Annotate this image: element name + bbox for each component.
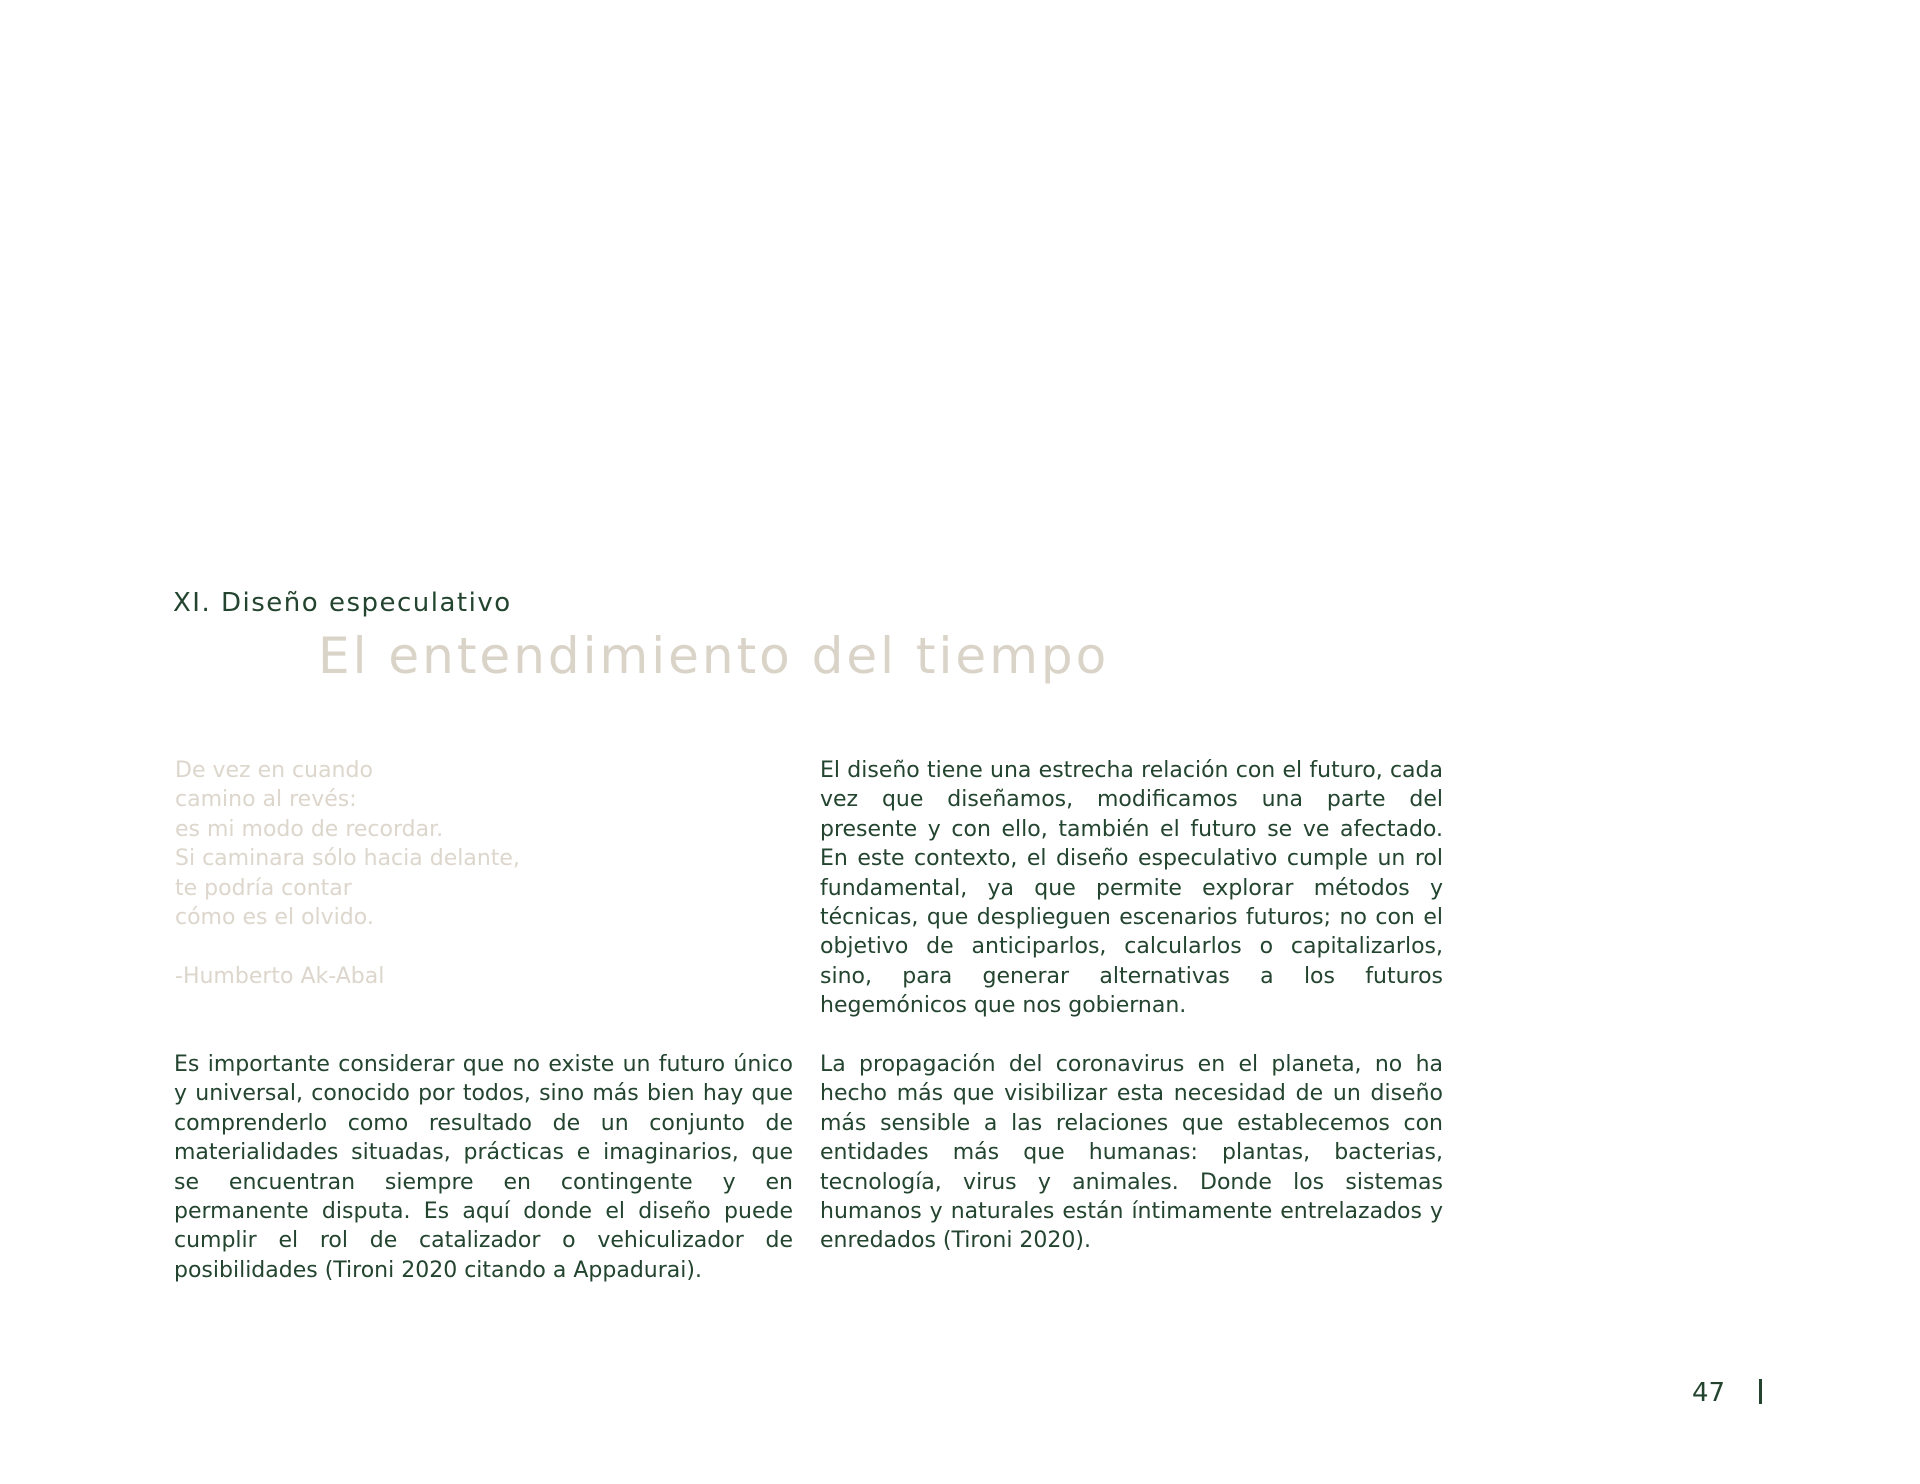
poem-line: De vez en cuando — [175, 758, 373, 783]
poem-line: es mi modo de recordar. — [175, 816, 444, 842]
poem-line: te podría contar — [175, 875, 352, 901]
page-marker-bar — [1759, 1379, 1762, 1404]
paragraph-design-future: El diseño tiene una estrecha relación con el futuro, cada vez que diseñamos, modificamos una parte del presente y con ello, también el futuro se ve afectado. En este contexto, el diseño especulativo cumple un rol fundamental, ya que permite explorar métodos y técnicas, que desplieguen escenarios futuros; no con el objetivo de anticiparlos, calcularlos o capitalizarlos, sino, para generar alternativas a los futuros hegemónicos que nos gobiernan. — [820, 758, 1443, 1019]
page-number: 47 — [1692, 1378, 1726, 1408]
page-title: El entendimiento del tiempo — [318, 627, 1110, 685]
section-label: XI. Diseño especulativo — [173, 588, 512, 618]
poem-author: -Humberto Ak-Abal — [175, 964, 385, 990]
poem-line: Si caminara sólo hacia delante, — [175, 846, 520, 872]
paragraph-coronavirus: La propagación del coronavirus en el planeta, no ha hecho más que visibilizar esta necesidad de un diseño más sensible a las relaciones que establecemos con entidades más que humanas: plantas, bacterias, tecnología, virus y animales. Donde los sistemas humanos y naturales están íntimamente entrelazados y enredados (Tironi 2020). — [820, 1052, 1443, 1254]
poem-line: camino al revés: — [175, 787, 357, 813]
paragraph-no-single-future: Es importante considerar que no existe un futuro único y universal, conocido por todos, sino más bien hay que comprenderlo como resultado de un conjunto de materialidades situadas, prácticas e imaginarios, que se encuentran siempre en contingente y en permanente disputa. Es aquí donde el diseño puede cumplir el rol de catalizador o vehiculizador de posibilidades (Tironi 2020 citando a Appadurai). — [174, 1052, 793, 1283]
poem-line: cómo es el olvido. — [175, 905, 374, 931]
poem-quote — [175, 756, 695, 992]
